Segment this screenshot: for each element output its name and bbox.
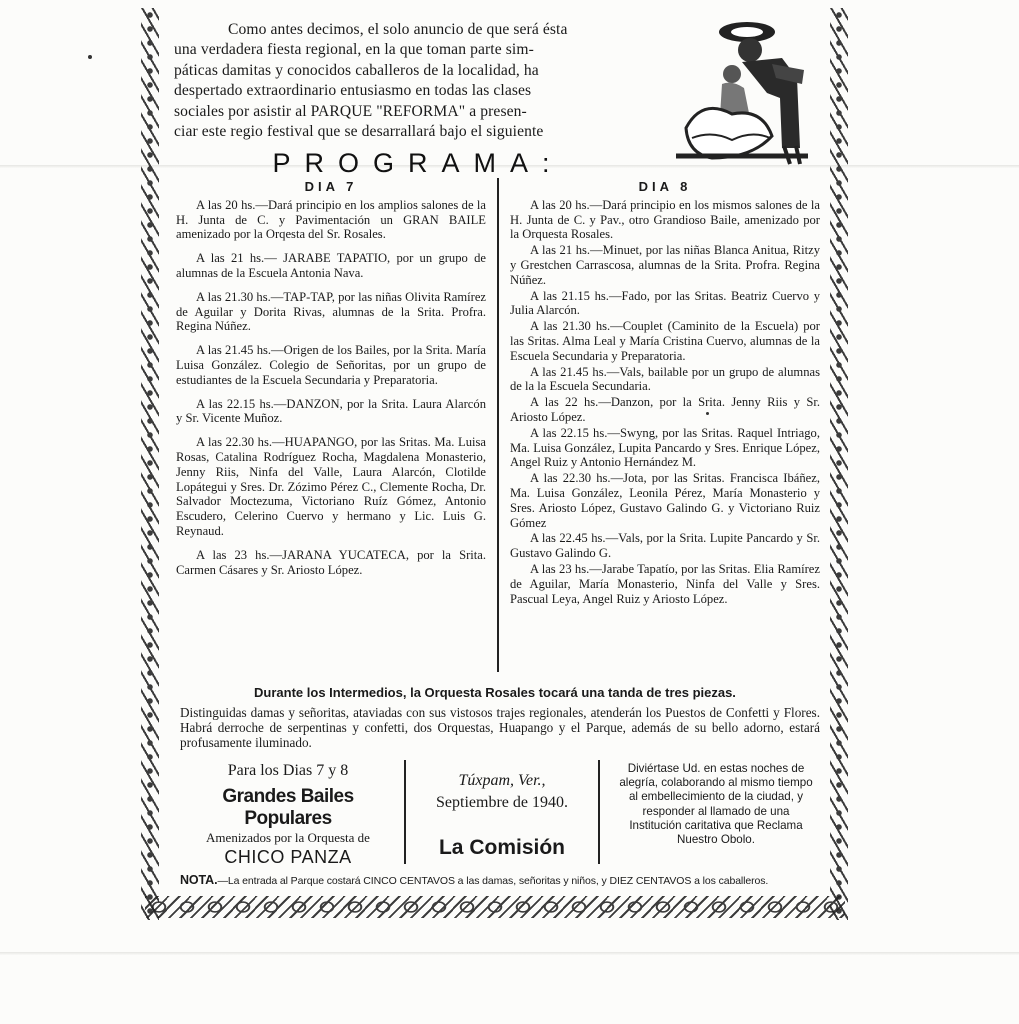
program-item: A las 22.45 hs.—Vals, por la Srita. Lupite Pancardo y Sr. Gustavo Galindo G. xyxy=(510,531,820,561)
damas-paragraph: Distinguidas damas y señoritas, ataviadas con sus vistosos trajes regionales, atenderán los Puestos de Confetti y Flores. Habrá derroche de serpentinas y confetti, dos Orquestas, Huapango y el Parque, además de su bello adorno, estará profusamente iluminado. xyxy=(180,705,820,751)
program-item: A las 22.15 hs.—Swyng, por las Sritas. Raquel Intriago, Ma. Luisa González, Lupita Pancardo y Sres. Enrique López, Angel Ruiz y Antonio Hernández M. xyxy=(510,425,820,470)
program-item: A las 21 hs.— JARABE TAPATIO, por un grupo de alumnas de la Escuela Antonia Nava. xyxy=(176,251,486,280)
nota-line xyxy=(180,873,830,887)
program-item: A las 22 hs.—Danzon, por la Srita. Jenny Riis y Sr. Ariosto López. xyxy=(510,395,820,424)
dia-7-heading: DIA 7 xyxy=(304,179,358,194)
program-item: A las 22.30 hs.—Jota, por las Sritas. Francisca Ibáñez, Ma. Luisa González, Leonila Pérez, María Monasterio y Sres. Ariosto López, Gustavo Galindo G. y Victoriano Ruiz Gómez xyxy=(510,471,820,530)
left-ornament-border xyxy=(141,8,159,920)
program-item: A las 23 hs.—Jarabe Tapatío, por las Sritas. Elia Ramírez de Aguilar, María Monasterio, Ninfa del Valle y Sres. Pascual Leya, Angel Ruiz y Ariosto López. xyxy=(510,561,820,606)
footer-diviertase: Diviértase Ud. en estas noches de alegría, colaborando al mismo tiempo al embellecimiento de la ciudad, y responder al llamado de una Institución caritativa que Reclama Nuestro Obolo. xyxy=(619,762,813,847)
ink-fleck xyxy=(88,55,92,59)
dia-8-heading: DIA 8 xyxy=(638,179,692,194)
program-item: A las 21.30 hs.—Couplet (Caminito de la Escuela) por las Sritas. Alma Leal y María Cristina Cuervo, alumnas de la Escuela Secundaria y Preparatoria. xyxy=(510,319,820,363)
programa-heading: PROGRAMA: xyxy=(272,148,564,178)
dancing-couple-illustration xyxy=(672,18,812,166)
column-divider xyxy=(497,178,499,672)
nota-text: —La entrada al Parque costará CINCO CENTAVOS a las damas, señoritas y niños, y DIEZ CENTAVOS a los caballeros. xyxy=(217,875,769,887)
intro-line: ciar este regio festival que se desarrallará bajo el siguiente xyxy=(174,123,544,141)
intro-line: sociales por asistir al PARQUE "REFORMA" a presen- xyxy=(174,102,527,120)
intro-paragraph xyxy=(174,20,656,142)
intermedios-note: Durante los Intermedios, la Orquesta Rosales tocará una tanda de tres piezas. xyxy=(254,685,736,700)
intro-line: una verdadera fiesta regional, en la que toman parte sim- xyxy=(174,41,534,59)
program-item: A las 21.30 hs.—TAP-TAP, por las niñas Olivita Ramírez de Aguilar y Dorita Rivas, alumnas de la Srita. Profra. Regina Núñez. xyxy=(176,289,486,334)
program-item: A las 21.45 hs.—Vals, bailable por un grupo de alumnas de la la Escuela Secundaria. xyxy=(510,364,820,394)
footer-lugar: Túxpam, Ver., xyxy=(458,772,546,789)
intro-line: Como antes decimos, el solo anuncio de que será ésta xyxy=(228,21,568,38)
program-item: A las 22.30 hs.—HUAPANGO, por las Sritas. Ma. Luisa Rosas, Catalina Rodríguez Rocha, Magdalena Monasterio, Jenny Riis, Ninfa del Valle, Laura Alarcón, Clotilde Lopátegui y Sres. Dr. Zózimo Pérez C., Clemente Rocha, Dr. Salvador Moctezuma, Victoriano Ruíz Gómez, Antonio Escudero, Celerino Cuervo y hermano y Lic. Luis G. Reynaud. xyxy=(176,435,486,538)
program-item: A las 21.45 hs.—Origen de los Bailes, por la Srita. María Luisa González. Colegio de Señoritas, por un grupo de estudiantes de la Escuela Secundaria y Preparatoria. xyxy=(176,343,486,387)
footer-fecha: Septiembre de 1940. xyxy=(436,794,568,811)
paper-fold xyxy=(0,952,1019,955)
program-item: A las 23 hs.—JARANA YUCATECA, por la Srita. Carmen Cásares y Sr. Ariosto López. xyxy=(176,547,486,577)
nota-label: NOTA. xyxy=(180,873,218,887)
program-item: A las 21.15 hs.—Fado, por las Sritas. Beatriz Cuervo y Julia Alarcón. xyxy=(510,288,820,318)
ink-fleck xyxy=(706,412,709,415)
program-item: A las 20 hs.—Dará principio en los mismos salones de la H. Junta de C. y Pav., otro Grandioso Baile, amenizado por la Orquesta Rosales. xyxy=(510,197,820,242)
intro-line: páticas damitas y conocidos caballeros de la localidad, ha xyxy=(174,61,539,79)
right-ornament-border xyxy=(830,8,848,920)
program-item: A las 22.15 hs.—DANZON, por la Srita. Laura Alarcón y Sr. Vicente Muñoz. xyxy=(176,396,486,426)
bottom-ornament-border xyxy=(145,896,845,918)
dia-7-column xyxy=(176,180,486,586)
footer-divider xyxy=(598,760,600,864)
footer-grandes-bailes: Grandes Bailes Populares xyxy=(222,786,354,829)
footer-la-comision: La Comisión xyxy=(438,836,565,859)
footer-divider xyxy=(404,760,406,864)
dia-8-column xyxy=(510,180,820,607)
intro-line: despertado extraordinario entusiasmo en todas las clases xyxy=(174,82,532,100)
footer-dias: Para los Dias 7 y 8 xyxy=(227,762,349,779)
program-item: A las 21 hs.—Minuet, por las niñas Blanca Anitua, Ritzy y Grestchen Carrascosa, alumnas de la Srita. Profra. Regina Núñez. xyxy=(510,243,820,287)
program-item: A las 20 hs.—Dará principio en los amplios salones de la H. Junta de C. y Pavimentación un GRAN BAILE amenizado por la Orqesta del Sr. Rosales. xyxy=(176,197,486,242)
footer-chico-panza: CHICO PANZA xyxy=(224,847,352,867)
footer-amenizados: Amenizados por la Orquesta de xyxy=(206,830,370,845)
